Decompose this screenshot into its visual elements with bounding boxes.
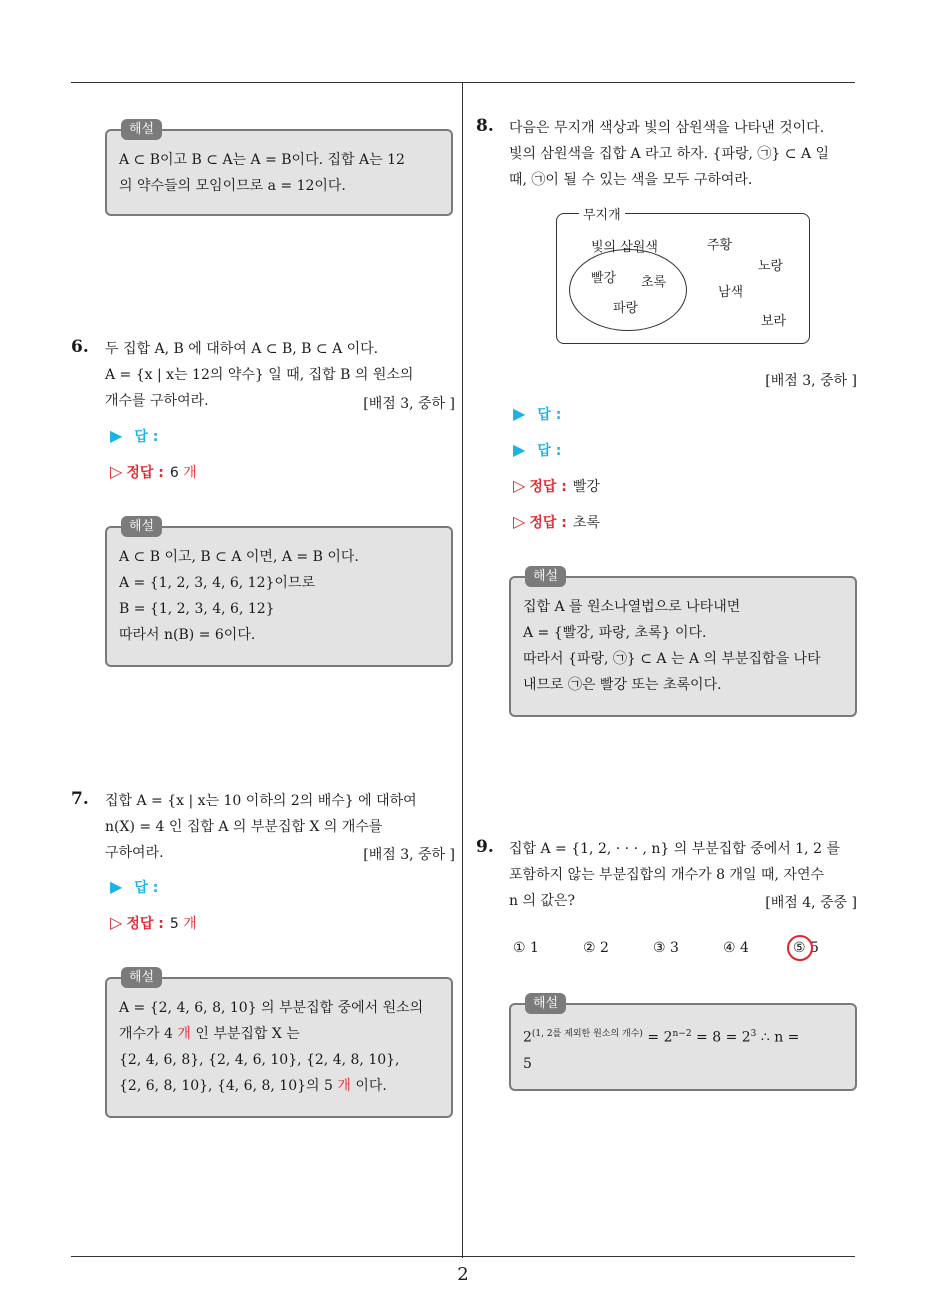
correct-value: 빨강: [572, 479, 600, 495]
correct-unit: 개: [183, 465, 197, 481]
correct-unit: 개: [183, 916, 197, 932]
question-line: 때, ㉠이 될 수 있는 색을 모두 구하여라.: [509, 172, 753, 188]
question-line: 다음은 무지개 색상과 빛의 삼원색을 나타낸 것이다.: [509, 120, 825, 136]
choice-2[interactable]: ② 2: [583, 940, 609, 956]
choice-4[interactable]: ④ 4: [723, 940, 749, 956]
choice-1[interactable]: ① 1: [513, 940, 539, 956]
set-label: 빛의 삼원색: [591, 240, 658, 255]
play-icon: ▶: [110, 877, 123, 896]
score-difficulty: [배점 3, 중하 ]: [765, 373, 857, 389]
question-line: 두 집합 A, B 에 대하여 A ⊂ B, B ⊂ A 이다.: [105, 341, 379, 357]
play-icon: ▶: [513, 440, 526, 459]
correct-answer-row: [110, 462, 197, 482]
set-element: 빨강: [591, 271, 617, 286]
explanation-line: 따라서 n(B) = 6이다.: [119, 627, 256, 643]
question-number: 9.: [476, 837, 494, 857]
outside-element: 주황: [707, 238, 733, 253]
choice-3[interactable]: ③ 3: [653, 940, 679, 956]
rainbow-diagram: [556, 208, 810, 344]
selected-answer-mark: [787, 935, 813, 961]
explanation-tag: 해설: [121, 119, 162, 140]
question-line: n 의 값은?: [509, 893, 575, 909]
explanation-line: {2, 6, 8, 10}, {4, 6, 8, 10}의 5 개 이다.: [119, 1078, 387, 1094]
answer-label: 답 :: [537, 407, 562, 423]
explanation-tag: 해설: [121, 516, 162, 537]
page-number: 2: [457, 1264, 469, 1285]
correct-label: 정답 :: [126, 465, 164, 481]
explanation-line: 5: [523, 1055, 532, 1072]
question-line: n(X) = 4 인 집합 A 의 부분집합 X 의 개수를: [105, 819, 383, 835]
explanation-line: 개수가 4 개 인 부분집합 X 는: [119, 1026, 300, 1042]
bottom-rule: [71, 1256, 855, 1257]
explanation-line: B = {1, 2, 3, 4, 6, 12}: [119, 601, 275, 617]
outside-element: 보라: [761, 314, 787, 329]
question-line: 집합 A = {1, 2, · · · , n} 의 부분집합 중에서 1, 2 를: [509, 841, 840, 857]
score-difficulty: [배점 4, 중중 ]: [765, 895, 857, 911]
q7-explanation-box: [105, 970, 453, 1118]
explanation-line: 집합 A 를 원소나열법으로 나타내면: [523, 599, 741, 615]
question-line: 집합 A = {x | x는 10 이하의 2의 배수} 에 대하여: [105, 793, 417, 809]
question-number: 8.: [476, 116, 494, 136]
play-icon: ▶: [110, 426, 123, 445]
answer-label: 답 :: [537, 443, 562, 459]
outside-element: 남색: [718, 285, 744, 300]
set-element: 파랑: [613, 301, 639, 316]
answer-row: [513, 440, 561, 460]
explanation-line: A ⊂ B 이고, B ⊂ A 이면, A = B 이다.: [119, 549, 359, 565]
question-line: 포함하지 않는 부분집합의 개수가 8 개일 때, 자연수: [509, 867, 824, 883]
answer-label: 답 :: [134, 880, 159, 896]
triangle-outline-icon: ▷: [110, 462, 123, 481]
choice-5[interactable]: ⑤ 5: [793, 940, 819, 956]
column-divider: [462, 82, 463, 1258]
question-text: [509, 115, 859, 193]
correct-value: 6: [169, 465, 179, 481]
score-difficulty: [배점 3, 중하 ]: [363, 847, 455, 863]
correct-label: 정답 :: [529, 515, 567, 531]
explanation-tag: 해설: [121, 967, 162, 988]
q6-explanation-box: [105, 519, 453, 667]
top-rule: [71, 82, 855, 83]
explanation-line: {2, 4, 6, 8}, {2, 4, 6, 10}, {2, 4, 8, 10},: [119, 1052, 400, 1068]
play-icon: ▶: [513, 404, 526, 423]
set-element: 초록: [641, 275, 667, 290]
explanation-tag: 해설: [525, 993, 566, 1014]
answer-row: [513, 404, 561, 424]
triangle-outline-icon: ▷: [110, 913, 123, 932]
correct-label: 정답 :: [529, 479, 567, 495]
correct-value: 5: [169, 916, 179, 932]
triangle-outline-icon: ▷: [513, 512, 526, 531]
triangle-outline-icon: ▷: [513, 476, 526, 495]
correct-value: 초록: [572, 515, 600, 531]
outside-element: 노랑: [758, 259, 784, 274]
set-ellipse: [569, 249, 687, 331]
q8-explanation-box: [509, 569, 857, 717]
answer-label: 답 :: [134, 429, 159, 445]
explanation-line: $2^{(1, 2를 제외한 원소의 개수)} = 2^{n-2} = 8 = 2^3$ ∴ n =: [523, 1029, 800, 1046]
explanation-line: 의 약수들의 모임이므로 a = 12이다.: [119, 178, 346, 194]
question-number: 6.: [71, 337, 89, 357]
question-line: A = {x | x는 12의 약수} 일 때, 집합 B 의 원소의: [105, 367, 414, 383]
question-line: 구하여라.: [105, 845, 164, 861]
question-number: 7.: [71, 789, 89, 809]
explanation-line: 따라서 {파랑, ㉠} ⊂ A 는 A 의 부분집합을 나타: [523, 651, 821, 667]
answer-row: [110, 426, 158, 446]
q5-explanation-box: [105, 122, 453, 216]
answer-row: [110, 877, 158, 897]
question-line: 개수를 구하여라.: [105, 393, 209, 409]
correct-label: 정답 :: [126, 916, 164, 932]
score-difficulty: [배점 3, 중하 ]: [363, 396, 455, 412]
question-line: 빛의 삼원색을 집합 A 라고 하자. {파랑, ㉠} ⊂ A 일: [509, 146, 830, 162]
explanation-tag: 해설: [525, 566, 566, 587]
correct-answer-row: [110, 913, 197, 933]
explanation-line: A = {1, 2, 3, 4, 6, 12}이므로: [119, 575, 315, 591]
explanation-line: 내므로 ㉠은 빨강 또는 초록이다.: [523, 677, 722, 693]
correct-answer-row: [513, 512, 600, 532]
diagram-title: 무지개: [579, 204, 625, 223]
explanation-line: A = {2, 4, 6, 8, 10} 의 부분집합 중에서 원소의: [119, 1000, 424, 1016]
explanation-line: A = {빨강, 파랑, 초록} 이다.: [523, 625, 707, 641]
explanation-line: A ⊂ B이고 B ⊂ A는 A = B이다. 집합 A는 12: [119, 152, 405, 168]
q9-explanation-box: [509, 996, 857, 1091]
correct-answer-row: [513, 476, 600, 496]
